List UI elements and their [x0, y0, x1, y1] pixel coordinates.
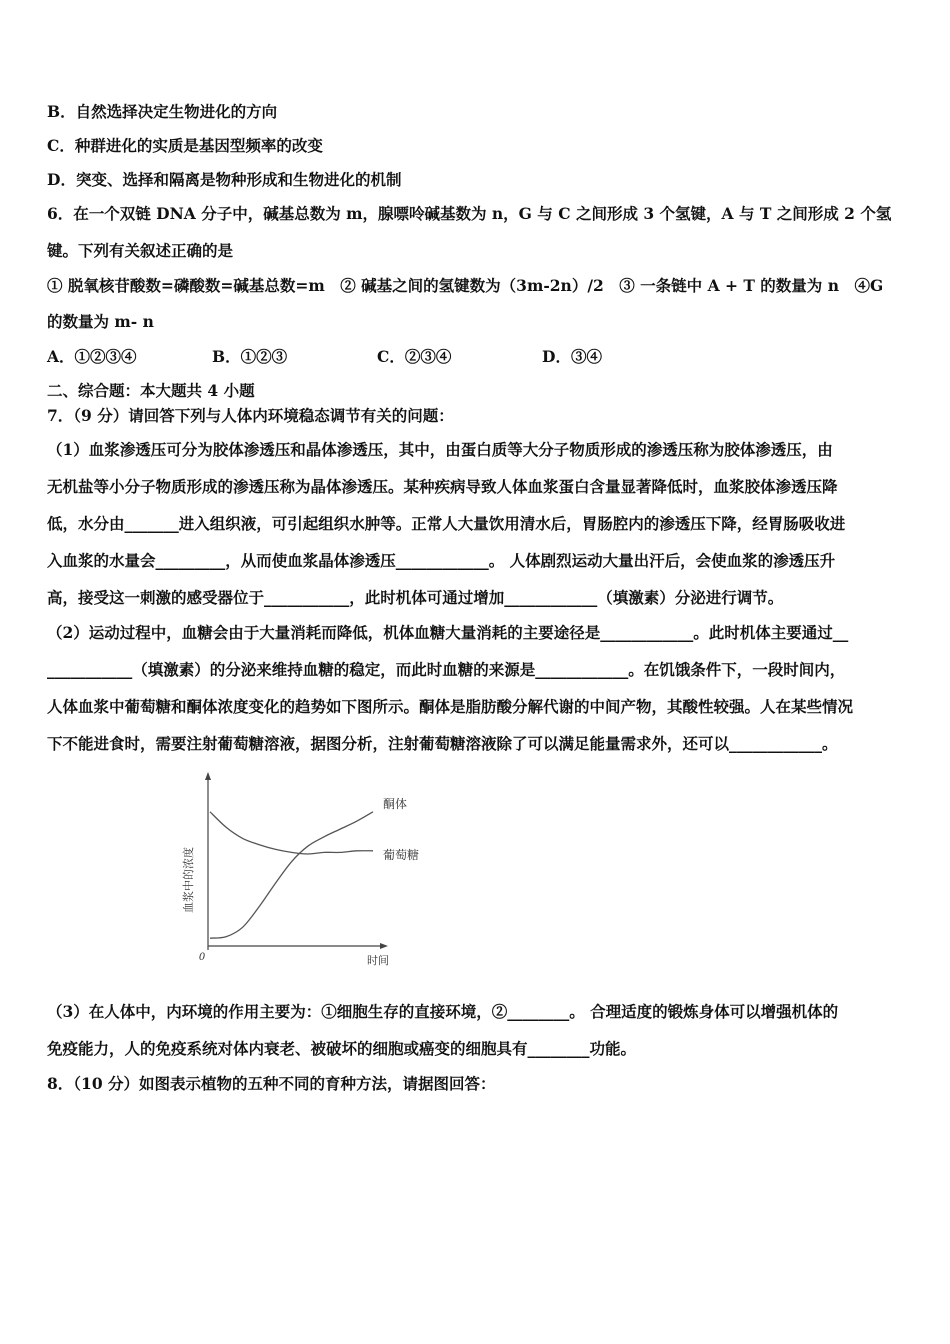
option-5d: D．突变、选择和隔离是物种形成和生物进化的机制 — [47, 170, 402, 189]
section-heading: 二、综合题：本大题共 4 小题 — [47, 381, 255, 400]
q7-p1-line3: 低，水分由_______进入组织液，可引起组织水肿等。正常人大量饮用清水后，胃肠腔内的渗透压下降，经胃肠吸收进 — [47, 514, 846, 533]
series-line-ketone — [210, 812, 373, 938]
q7-p2-line3: 人体血浆中葡萄糖和酮体浓度变化的趋势如下图所示。酮体是脂肪酸分解代谢的中间产物，其酸性较强。人在某些情况 — [47, 697, 854, 716]
series-line-glucose — [210, 812, 373, 854]
series-label-ketone: 酮体 — [383, 796, 408, 811]
option-5b: B．自然选择决定生物进化的方向 — [47, 102, 278, 121]
origin-label: 0 — [198, 952, 206, 963]
q7-p3-line1: （3）在人体中，内环境的作用主要为：①细胞生存的直接环境，②________。 合理适度的锻炼身体可以增强机体的 — [47, 1002, 839, 1021]
q6-option-d: D．③④ — [542, 347, 602, 366]
q7-stem: 7．（9 分）请回答下列与人体内环境稳态调节有关的问题： — [47, 406, 454, 425]
series-label-glucose: 葡萄糖 — [383, 847, 420, 862]
q7-p1-line4: 入血浆的水量会_________，从而使血浆晶体渗透压____________。 人体剧烈运动大量出汗后，会使血浆的渗透压升 — [47, 551, 836, 570]
q7-p2-line4: 下不能进食时，需要注射葡萄糖溶液，据图分析，注射葡萄糖溶液除了可以满足能量需求外，还可以____________。 — [47, 734, 838, 753]
q6-option-a: A．①②③④ — [47, 347, 137, 366]
option-5c: C．种群进化的实质是基因型频率的改变 — [47, 136, 323, 155]
y-axis-arrow-icon — [205, 772, 211, 780]
x-axis-label: 时间 — [367, 954, 389, 967]
q6-option-c: C．②③④ — [377, 347, 452, 366]
q6-stem-line2: 键。下列有关叙述正确的是 — [47, 241, 234, 260]
q7-p1-line2: 无机盐等小分子物质形成的渗透压称为晶体渗透压。某种疾病导致人体血浆蛋白含量显著降低时，血浆胶体渗透压降 — [47, 477, 838, 496]
q6-stem-line1: 6．在一个双链 DNA 分子中，碱基总数为 m，腺嘌呤碱基数为 n，G 与 C 之间形成 3 个氢键，A 与 T 之间形成 2 个氢 — [47, 204, 892, 223]
q6-statements-line2: 的数量为 m- n — [47, 312, 154, 331]
q6-option-b: B．①②③ — [212, 347, 288, 366]
q7-p3-line2: 免疫能力，人的免疫系统对体内衰老、被破坏的细胞或癌变的细胞具有________功能。 — [47, 1039, 637, 1058]
q6-statements-line1: ① 脱氧核苷酸数=磷酸数=碱基总数=m ② 碱基之间的氢键数为（3m-2n）/2 ③ 一条链中 A + T 的数量为 n ④G — [47, 276, 884, 295]
q7-p1-line1: （1）血浆渗透压可分为胶体渗透压和晶体渗透压，其中，由蛋白质等大分子物质形成的渗透压称为胶体渗透压，由 — [47, 440, 833, 459]
x-axis-arrow-icon — [380, 943, 388, 949]
q8-stem: 8．（10 分）如图表示植物的五种不同的育种方法，请据图回答： — [47, 1074, 496, 1093]
q7-p2-line1: （2）运动过程中，血糖会由于大量消耗而降低，机体血糖大量消耗的主要途径是____________。此时机体主要通过__ — [47, 623, 849, 642]
y-axis-label: 血浆中的浓度 — [182, 847, 195, 913]
q7-p1-line5: 高，接受这一刺激的感受器位于___________，此时机体可通过增加____________（填激素）分泌进行调节。 — [47, 588, 784, 607]
concentration-chart — [178, 770, 448, 970]
q7-p2-line2: ___________（填激素）的分泌来维持血糖的稳定，而此时血糖的来源是____________。在饥饿条件下，一段时间内， — [47, 660, 846, 679]
